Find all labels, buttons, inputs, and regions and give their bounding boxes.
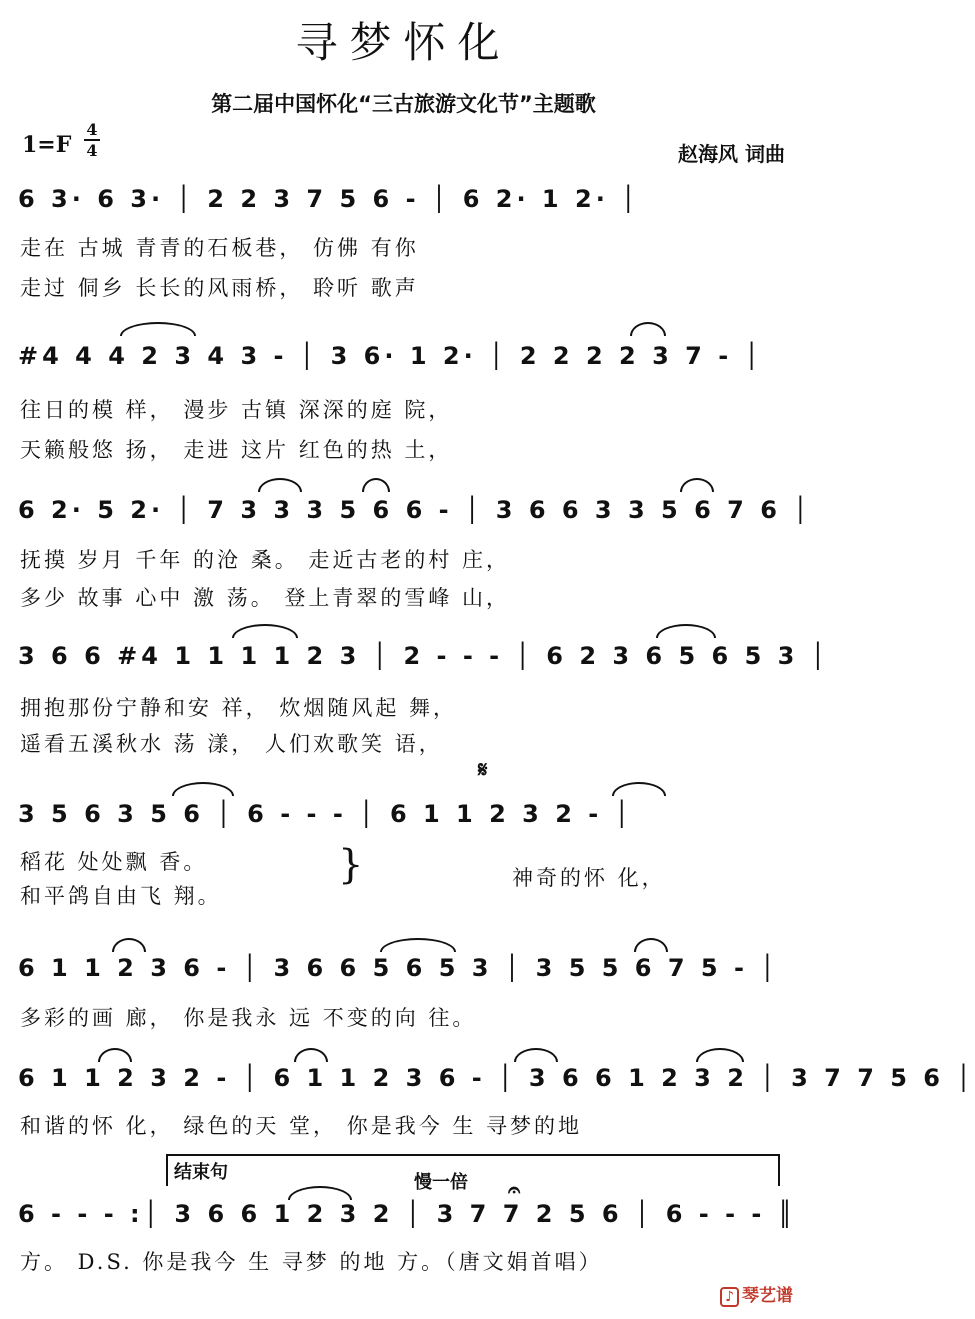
- slur-mark: [630, 322, 666, 336]
- score-line-3: [0, 496, 812, 542]
- lyric-verse-1: 和谐的怀 化， 绿色的天 堂， 你是我今 生 寻梦的地: [20, 1114, 583, 1138]
- slur-mark: [362, 478, 390, 492]
- slur-mark: [258, 478, 302, 492]
- lyric-verse-1: 拥抱那份宁静和安 祥， 炊烟随风起 舞，: [20, 696, 458, 720]
- score-line-8: [0, 1200, 807, 1246]
- slur-mark: [172, 782, 234, 796]
- song-subtitle: 第二届中国怀化“三古旅游文化节”主题歌: [211, 92, 596, 116]
- composer-credit: 赵海风 词曲: [678, 142, 785, 166]
- slur-mark: [634, 938, 668, 952]
- verse-brace: }: [338, 842, 364, 888]
- score-line-4: [0, 642, 830, 688]
- slur-mark: [120, 322, 196, 336]
- watermark-text: 琴艺谱: [742, 1286, 793, 1306]
- watermark-logo: [720, 1281, 793, 1307]
- lyric-verse-2: 走过 侗乡 长长的风雨桥， 聆听 歌声: [20, 276, 419, 300]
- logo-icon: ♪: [720, 1287, 739, 1307]
- segno-sign: 𝄋: [478, 758, 488, 783]
- slur-mark: [514, 1048, 558, 1062]
- lyric-verse-1: 走在 古城 青青的石板巷， 仿佛 有你: [20, 236, 419, 260]
- score-line-5: [0, 800, 807, 846]
- ending-bracket: [166, 1154, 780, 1186]
- notation-line: #4 4 4 2 3 4 3 - │ 3 6· 1 2· │ 2 2 2 2 3 7 - │: [18, 342, 763, 370]
- slur-mark: [680, 478, 714, 492]
- notation-line: 3 6 6 #4 1 1 1 1 2 3 │ 2 - - - │ 6 2 3 6 5 6 5 3 │: [18, 642, 830, 670]
- lyric-verse-2: 天籁般悠 扬， 走进 这片 红色的热 土，: [20, 438, 453, 462]
- slur-mark: [380, 938, 456, 952]
- notation-line: 3 5 6 3 5 6 │ 6 - - - │ 6 1 1 2 3 2 - │: [18, 800, 634, 828]
- lyric-verse-1: 方。 D.S. 你是我今 生 寻梦 的地 方。（唐文娟首唱）: [20, 1250, 603, 1274]
- score-line-2: [0, 342, 807, 388]
- lyric-verse-1: 往日的模 样， 漫步 古镇 深深的庭 院，: [20, 398, 453, 422]
- score-line-1: [0, 185, 807, 231]
- time-signature: [84, 120, 100, 160]
- slur-mark: [696, 1048, 744, 1062]
- slur-mark: [288, 1186, 352, 1200]
- time-signature-bottom: 4: [84, 139, 100, 160]
- lyric-verse-2: 遥看五溪秋水 荡 漾， 人们欢歌笑 语，: [20, 732, 443, 756]
- song-title: 寻梦怀化: [295, 18, 512, 67]
- notation-line: 6 3· 6 3· │ 2 2 3 7 5 6 - │ 6 2· 1 2· │: [18, 185, 640, 213]
- fermata-mark: 𝄐: [508, 1178, 521, 1203]
- lyric-verse-2: 和平鸽自由飞 翔。: [20, 884, 222, 908]
- score-line-7: [0, 1064, 975, 1110]
- lyric-verse-1: 稻花 处处飘 香。: [20, 850, 208, 874]
- slur-mark: [656, 624, 716, 638]
- lyric-verse-1: 多彩的画 廊， 你是我永 远 不变的向 往。: [20, 1006, 477, 1030]
- ending-label: 结束句: [174, 1162, 228, 1183]
- slur-mark: [232, 624, 298, 638]
- notation-line: 6 2· 5 2· │ 7 3 3 3 5 6 6 - │ 3 6 6 3 3 5 6 7 6 │: [18, 496, 812, 524]
- slur-mark: [612, 782, 666, 796]
- slur-mark: [294, 1048, 328, 1062]
- lyric-verse-2: 多少 故事 心中 激 荡。 登上青翠的雪峰 山，: [20, 586, 511, 610]
- notation-line: 6 - - - :│ 3 6 6 1 2 3 2 │ 3 7 7 2 5 6 │ 6 - - - ║: [18, 1200, 797, 1228]
- notation-line: 6 1 1 2 3 2 - │ 6 1 1 2 3 6 - │ 3 6 6 1 2 3 2 │ 3 7 7 5 6 │: [18, 1064, 975, 1092]
- score-line-6: [0, 954, 807, 1000]
- slur-mark: [112, 938, 146, 952]
- lyric-chorus: 神奇的怀 化，: [512, 866, 666, 890]
- time-signature-top: 4: [86, 120, 98, 139]
- tempo-marking: 慢一倍: [414, 1172, 468, 1193]
- slur-mark: [98, 1048, 132, 1062]
- lyric-verse-1: 抚摸 岁月 千年 的沧 桑。 走近古老的村 庄，: [20, 548, 511, 572]
- notation-line: 6 1 1 2 3 6 - │ 3 6 6 5 6 5 3 │ 3 5 5 6 7 5 - │: [18, 954, 779, 982]
- key-signature: 1=F: [22, 132, 72, 158]
